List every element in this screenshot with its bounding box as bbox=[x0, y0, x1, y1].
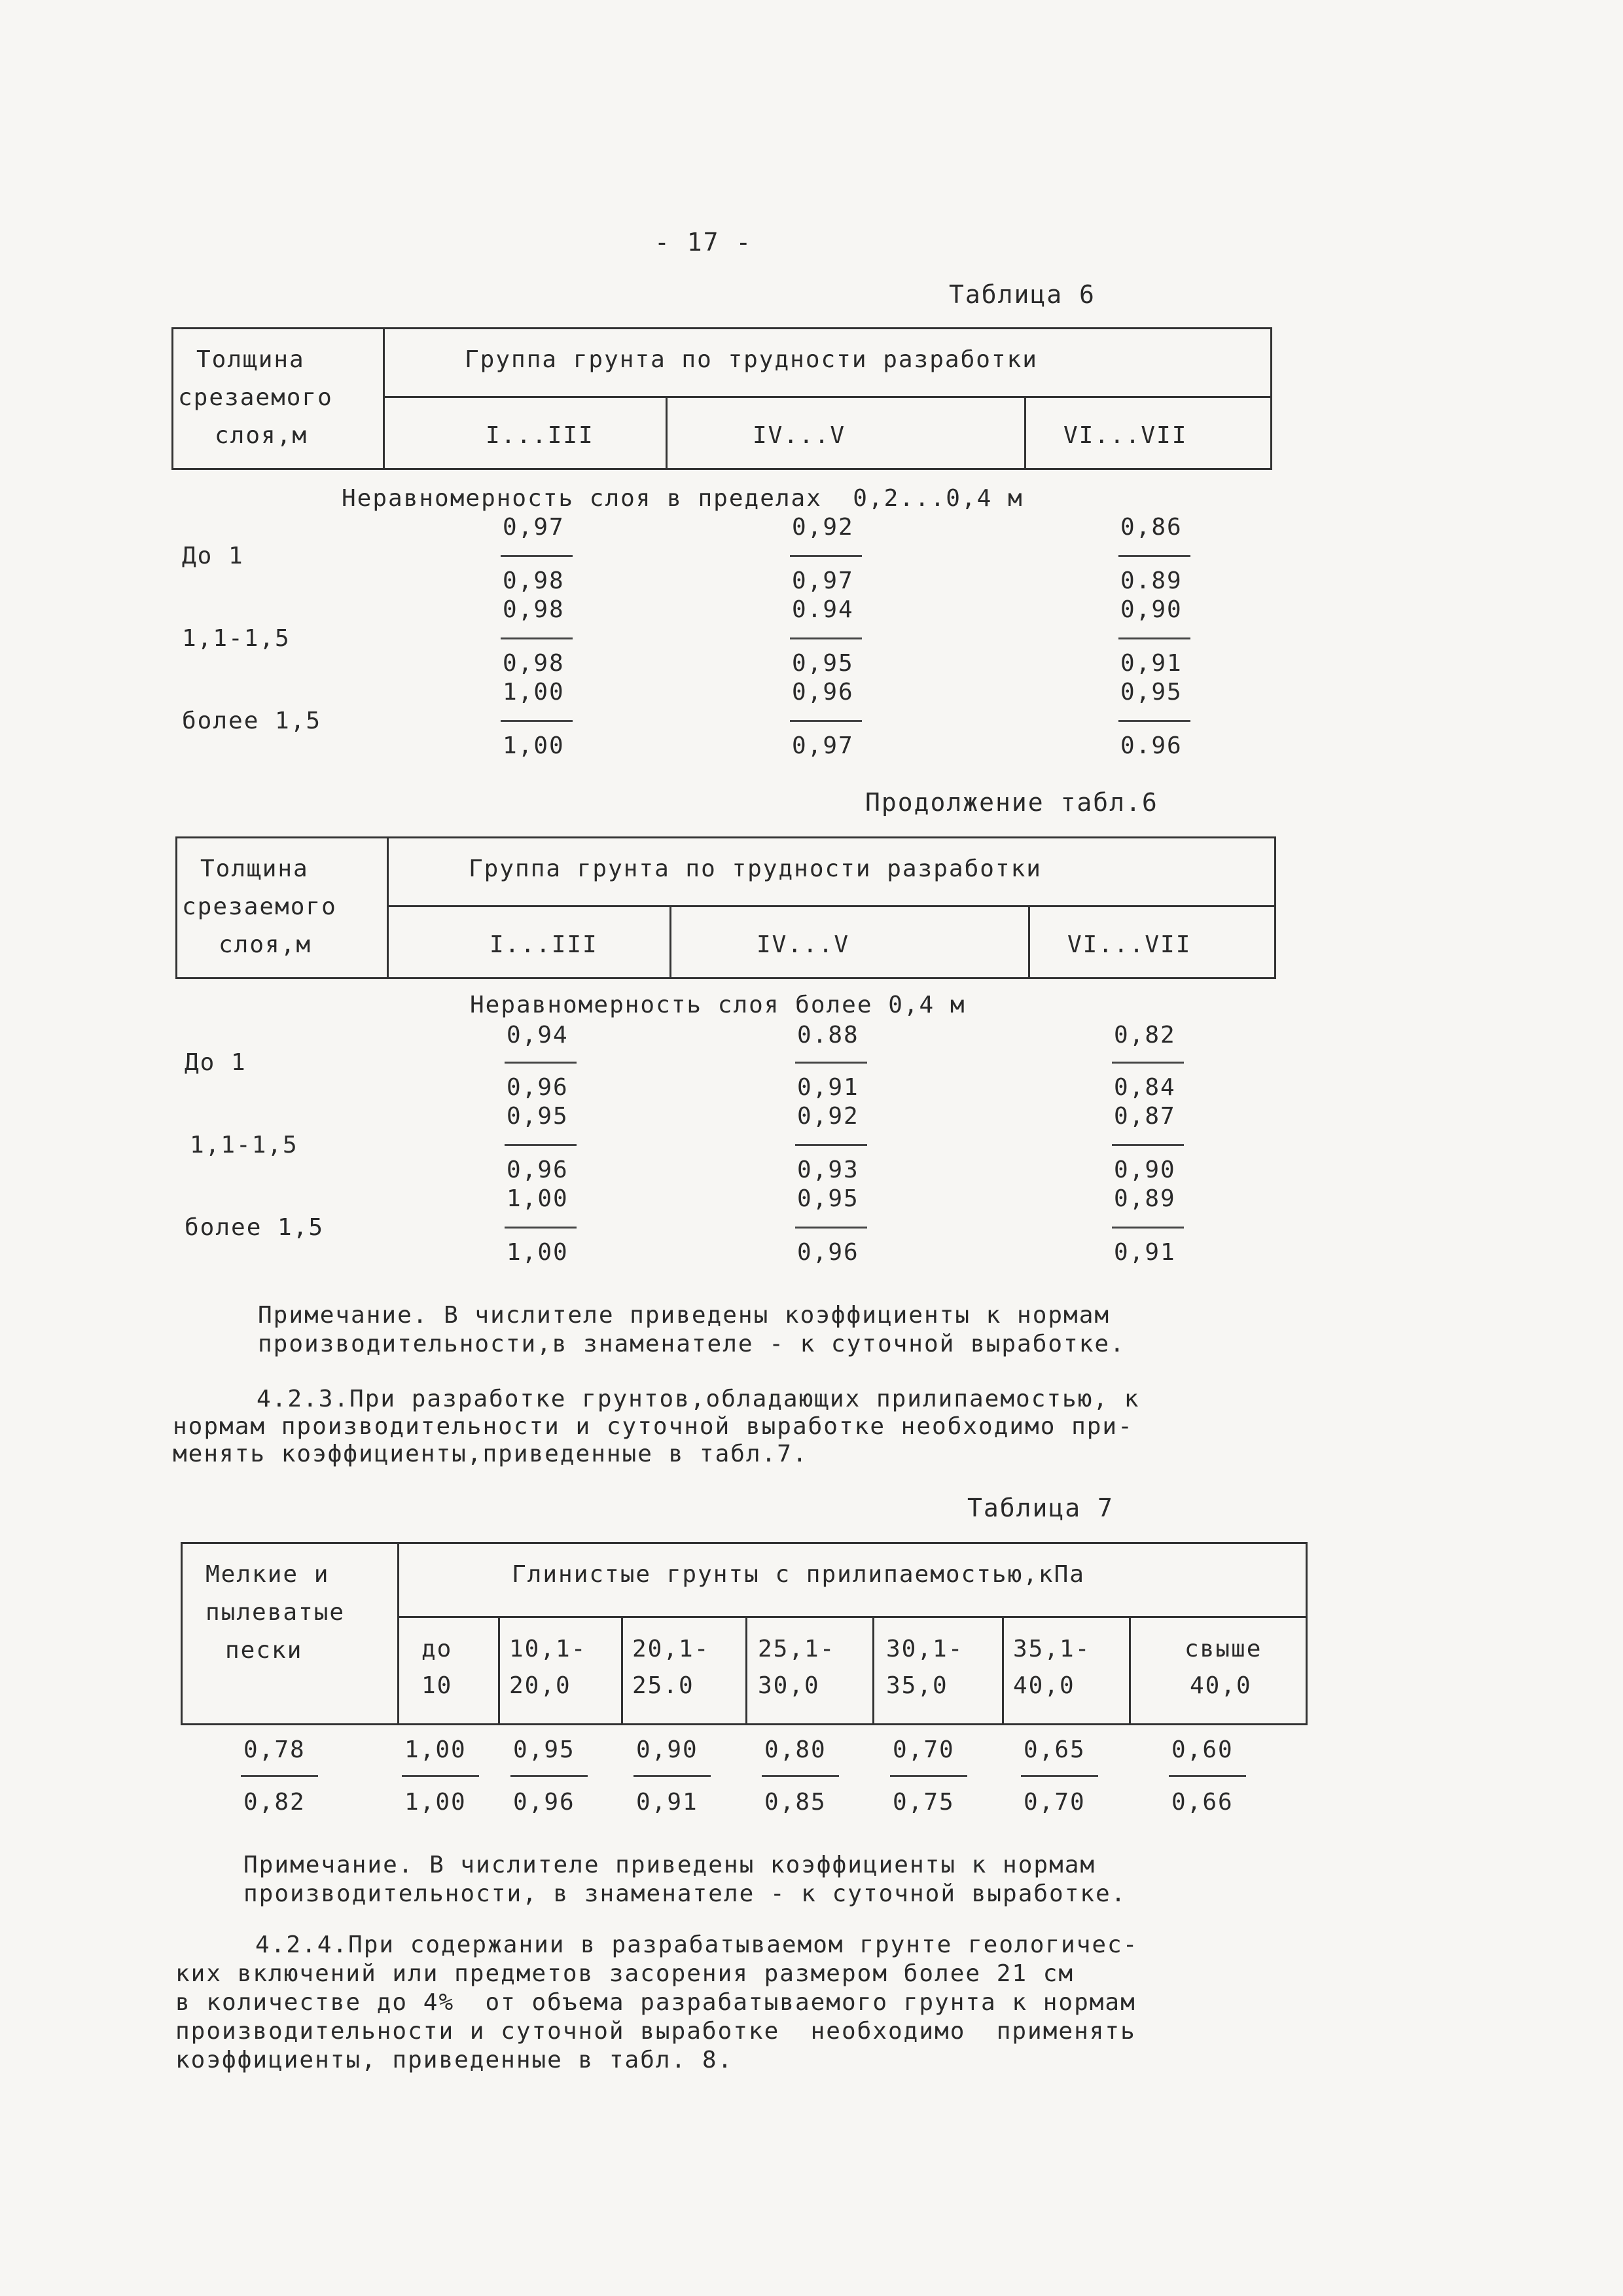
table6cont-hdr-group-3: VI...VII bbox=[1067, 931, 1192, 958]
para424-line2: ких включений или предметов засорения размером более 21 см bbox=[175, 1960, 1075, 1987]
table7-num-2: 1,00 bbox=[404, 1736, 467, 1763]
fraction-bar bbox=[501, 720, 573, 722]
table6cont-row2-den3: 0,90 bbox=[1114, 1157, 1176, 1183]
para424-line3: в количестве до 4% от объема разрабатываемого грунта к нормам bbox=[175, 1989, 1136, 2016]
table6-row2-den3: 0,91 bbox=[1120, 650, 1183, 677]
para423-line3: менять коэффициенты,приведенные в табл.7. bbox=[173, 1441, 808, 1467]
table6cont-row1-den1: 0,96 bbox=[507, 1074, 569, 1101]
table7-num-1: 0,78 bbox=[243, 1736, 306, 1763]
table6-row3-label: более 1,5 bbox=[182, 708, 322, 734]
para424-line5: коэффициенты, приведенные в табл. 8. bbox=[175, 2047, 734, 2073]
table6cont-row2-den1: 0,96 bbox=[507, 1157, 569, 1183]
table7-range3-a: 20,1- bbox=[632, 1636, 710, 1662]
table6-row2-num2: 0.94 bbox=[792, 596, 854, 623]
table6cont-row3-label: более 1,5 bbox=[185, 1214, 325, 1241]
table6cont-row1-num3: 0,82 bbox=[1114, 1022, 1176, 1049]
table7-caption: Таблица 7 bbox=[967, 1494, 1114, 1522]
table6-section-title: Неравномерность слоя в пределах 0,2...0,4 м bbox=[342, 485, 1024, 512]
table7-num-3: 0,95 bbox=[513, 1736, 575, 1763]
fraction-bar bbox=[505, 1227, 577, 1229]
fraction-bar bbox=[762, 1775, 839, 1777]
table6cont-row2-num3: 0,87 bbox=[1114, 1103, 1176, 1130]
note2-line2: производительности, в знаменателе - к суточной выработке. bbox=[243, 1880, 1127, 1907]
table7-range2-b: 20,0 bbox=[509, 1672, 571, 1699]
table7-range1-b: 10 bbox=[421, 1672, 453, 1699]
fraction-bar bbox=[795, 1062, 867, 1064]
fraction-bar bbox=[1112, 1144, 1184, 1146]
fraction-bar bbox=[633, 1775, 711, 1777]
table7-den-2: 1,00 bbox=[404, 1789, 467, 1816]
fraction-bar bbox=[505, 1062, 577, 1064]
table6cont-hdr-col1-line1: Толщина bbox=[200, 855, 309, 882]
table6cont-row3-den1: 1,00 bbox=[507, 1239, 569, 1266]
fraction-bar bbox=[505, 1144, 577, 1146]
table6cont-row2-label: 1,1-1,5 bbox=[190, 1132, 298, 1158]
table6-hdr-group: Группа грунта по трудности разработки bbox=[465, 346, 1038, 373]
table7-hdr-col1-line2: пылеватые bbox=[205, 1599, 346, 1626]
table7-range5-a: 30,1- bbox=[886, 1636, 964, 1662]
fraction-bar bbox=[402, 1775, 479, 1777]
table7-den-3: 0,96 bbox=[513, 1789, 575, 1816]
table6cont-row1-num1: 0,94 bbox=[507, 1022, 569, 1049]
table6-row3-den2: 0,97 bbox=[792, 732, 854, 759]
table6cont-row2-num2: 0,92 bbox=[797, 1103, 859, 1130]
fraction-bar bbox=[1118, 720, 1190, 722]
table6-row2-den1: 0,98 bbox=[503, 650, 565, 677]
table6-hdr-group-1: I...III bbox=[486, 422, 594, 449]
table7-hdr-col1-line3: пески bbox=[225, 1637, 303, 1664]
table7-num-8: 0,60 bbox=[1171, 1736, 1234, 1763]
table7-den-4: 0,91 bbox=[636, 1789, 698, 1816]
table6cont-row3-den3: 0,91 bbox=[1114, 1239, 1176, 1266]
table7-range4-a: 25,1- bbox=[758, 1636, 836, 1662]
table6cont-section-title: Неравномерность слоя более 0,4 м bbox=[470, 992, 966, 1018]
fraction-bar bbox=[795, 1144, 867, 1146]
table6cont-hdr-col1-line3: слоя,м bbox=[219, 931, 312, 958]
table7-den-8: 0,66 bbox=[1171, 1789, 1234, 1816]
table6-row3-den1: 1,00 bbox=[503, 732, 565, 759]
table6-row1-label: До 1 bbox=[182, 543, 244, 569]
table7-range3-b: 25.0 bbox=[632, 1672, 694, 1699]
table7-den-5: 0,85 bbox=[764, 1789, 827, 1816]
table6-row1-den2: 0,97 bbox=[792, 567, 854, 594]
table7-range7-a: свыше bbox=[1185, 1636, 1262, 1662]
table7-hdr-col1-line1: Мелкие и bbox=[205, 1561, 330, 1588]
fraction-bar bbox=[501, 637, 573, 639]
table7-den-6: 0,75 bbox=[893, 1789, 955, 1816]
table6-row2-num1: 0,98 bbox=[503, 596, 565, 623]
table6-hdr-group-2: IV...V bbox=[753, 422, 846, 449]
table6cont-row1-den3: 0,84 bbox=[1114, 1074, 1176, 1101]
table6cont-row1-label: До 1 bbox=[185, 1049, 247, 1076]
table6-caption: Таблица 6 bbox=[949, 280, 1096, 309]
table7-range5-b: 35,0 bbox=[886, 1672, 948, 1699]
table7-range4-b: 30,0 bbox=[758, 1672, 820, 1699]
fraction-bar bbox=[890, 1775, 967, 1777]
page-number: - 17 - bbox=[654, 228, 753, 257]
fraction-bar bbox=[1118, 637, 1190, 639]
table6-hdr-col1-line3: слоя,м bbox=[215, 422, 308, 449]
table6-row3-num2: 0,96 bbox=[792, 679, 854, 706]
fraction-bar bbox=[790, 637, 862, 639]
table6-row1-num2: 0,92 bbox=[792, 514, 854, 541]
para424-line4: производительности и суточной выработке необходимо применять bbox=[175, 2018, 1136, 2045]
table6cont-hdr-group-2: IV...V bbox=[757, 931, 850, 958]
table6cont-row1-den2: 0,91 bbox=[797, 1074, 859, 1101]
table7-range6-a: 35,1- bbox=[1013, 1636, 1091, 1662]
fraction-bar bbox=[790, 720, 862, 722]
table6-row2-num3: 0,90 bbox=[1120, 596, 1183, 623]
fraction-bar bbox=[1118, 555, 1190, 557]
table7-den-7: 0,70 bbox=[1024, 1789, 1086, 1816]
table6-row1-num3: 0,86 bbox=[1120, 514, 1183, 541]
fraction-bar bbox=[795, 1227, 867, 1229]
fraction-bar bbox=[1021, 1775, 1098, 1777]
para424-line1: 4.2.4.При содержании в разрабатываемом грунте геологичес- bbox=[255, 1931, 1139, 1958]
table6-row3-num1: 1,00 bbox=[503, 679, 565, 706]
table6cont-hdr-group-1: I...III bbox=[490, 931, 598, 958]
table6-row3-den3: 0.96 bbox=[1120, 732, 1183, 759]
table7-range1-a: до bbox=[421, 1636, 453, 1662]
table6-row3-num3: 0,95 bbox=[1120, 679, 1183, 706]
table6cont-row3-num3: 0,89 bbox=[1114, 1185, 1176, 1212]
table6-row1-den3: 0.89 bbox=[1120, 567, 1183, 594]
table6cont-row3-num2: 0,95 bbox=[797, 1185, 859, 1212]
fraction-bar bbox=[510, 1775, 588, 1777]
fraction-bar bbox=[790, 555, 862, 557]
table6cont-row2-den2: 0,93 bbox=[797, 1157, 859, 1183]
para423-line1: 4.2.3.При разработке грунтов,обладающих прилипаемостью, к bbox=[257, 1386, 1140, 1412]
fraction-bar bbox=[501, 555, 573, 557]
table7-num-6: 0,70 bbox=[893, 1736, 955, 1763]
fraction-bar bbox=[1112, 1062, 1184, 1064]
fraction-bar bbox=[1112, 1227, 1184, 1229]
table7-hdr-group: Глинистые грунты с прилипаемостью,кПа bbox=[512, 1561, 1085, 1588]
fraction-bar bbox=[241, 1775, 318, 1777]
table6-row1-num1: 0,97 bbox=[503, 514, 565, 541]
table6cont-row3-num1: 1,00 bbox=[507, 1185, 569, 1212]
table6-hdr-col1-line1: Толщина bbox=[196, 346, 305, 373]
note1-line2: производительности,в знаменателе - к суточной выработке. bbox=[258, 1331, 1126, 1357]
table6-row2-label: 1,1-1,5 bbox=[182, 625, 291, 652]
table6cont-row1-num2: 0.88 bbox=[797, 1022, 859, 1049]
table7-den-1: 0,82 bbox=[243, 1789, 306, 1816]
table6-row2-den2: 0,95 bbox=[792, 650, 854, 677]
table7-num-5: 0,80 bbox=[764, 1736, 827, 1763]
table6cont-hdr-group: Группа грунта по трудности разработки bbox=[469, 855, 1042, 882]
table6-row1-den1: 0,98 bbox=[503, 567, 565, 594]
table6cont-row2-num1: 0,95 bbox=[507, 1103, 569, 1130]
table6cont-hdr-col1-line2: срезаемого bbox=[182, 893, 337, 920]
table6-hdr-group-3: VI...VII bbox=[1063, 422, 1188, 449]
note1-line1: Примечание. В числителе приведены коэффициенты к нормам bbox=[258, 1302, 1111, 1329]
table7-range6-b: 40,0 bbox=[1013, 1672, 1075, 1699]
table6cont-row3-den2: 0,96 bbox=[797, 1239, 859, 1266]
table7-num-7: 0,65 bbox=[1024, 1736, 1086, 1763]
para423-line2: нормам производительности и суточной выработке необходимо при- bbox=[173, 1413, 1133, 1440]
note2-line1: Примечание. В числителе приведены коэффициенты к нормам bbox=[243, 1852, 1096, 1878]
table6cont-caption: Продолжение табл.6 bbox=[865, 788, 1158, 817]
table6-hdr-col1-line2: срезаемого bbox=[178, 384, 333, 411]
table7-num-4: 0,90 bbox=[636, 1736, 698, 1763]
fraction-bar bbox=[1169, 1775, 1246, 1777]
table7-range2-a: 10,1- bbox=[509, 1636, 587, 1662]
table7-range7-b: 40,0 bbox=[1190, 1672, 1252, 1699]
